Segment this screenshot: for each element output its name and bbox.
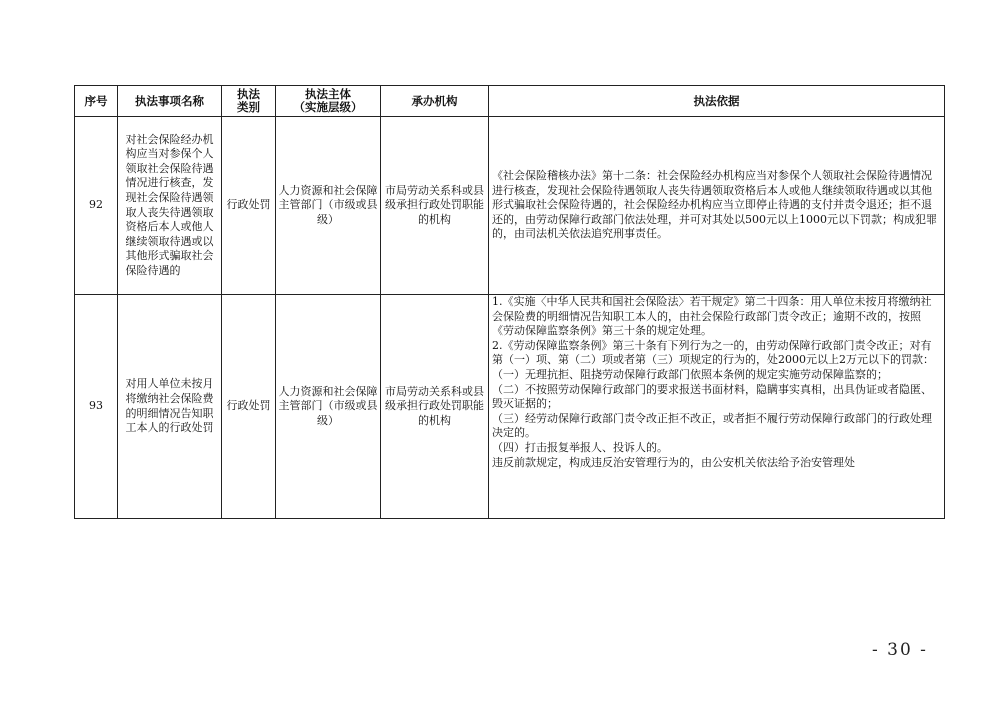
row-basis: [489, 295, 945, 519]
table-row: [75, 295, 945, 519]
page-number: - 30 -: [872, 640, 928, 660]
row-no: 92: [75, 117, 118, 295]
row-item-name-text: 对用人单位未按月将缴纳社会保险费的明细情况告知职工本人的行政处罚: [125, 377, 214, 435]
header-no: 序号: [75, 86, 118, 117]
table-header-row: [75, 86, 945, 117]
header-subject: [276, 86, 381, 117]
header-category: [222, 86, 276, 117]
header-subject-line1: 执法主体: [305, 87, 351, 101]
header-item-name: 执法事项名称: [118, 86, 222, 117]
table-row: [75, 117, 945, 295]
row-agency: 市局劳动关系科或县级承担行政处罚职能的机构: [381, 117, 489, 295]
row-category: 行政处罚: [222, 295, 276, 519]
row-agency: 市局劳动关系科或县级承担行政处罚职能的机构: [381, 295, 489, 519]
row-category: 行政处罚: [222, 117, 276, 295]
basis-paragraph: （一）无理抗拒、阻挠劳动保障行政部门依照本条例的规定实施劳动保障监察的；: [492, 367, 888, 381]
row-item-name: [118, 117, 222, 295]
row-basis: [489, 117, 945, 295]
header-category-line2: 类别: [237, 100, 260, 114]
row-no: 93: [75, 295, 118, 519]
enforcement-table: [74, 85, 945, 519]
basis-paragraph: （三）经劳动保障行政部门责令改正拒不改正，或者拒不履行劳动保障行政部门的行政处理决定的。: [492, 411, 932, 440]
header-category-line1: 执法: [237, 87, 260, 101]
row-subject: 人力资源和社会保障主管部门（市级或县级）: [276, 117, 381, 295]
basis-paragraph: 1.《实施〈中华人民共和国社会保险法〉若干规定》第二十四条：用人单位未按月将缴纳社会保险费的明细情况告知职工本人的，由社会保险行政部门责令改正；逾期不改的，按照《劳动保障监察条例》第三十条的规定处理。: [492, 295, 932, 338]
header-subject-line2: （实施层级）: [293, 100, 363, 114]
row-item-name-text: 对社会保险经办机构应当对参保个人领取社会保险待遇情况进行核查，发现社会保险待遇领取人丧失待遇领取资格后本人或他人继续领取待遇或以其他形式骗取社会保险待遇的: [125, 132, 214, 277]
row-subject: 人力资源和社会保障主管部门（市级或县级）: [276, 295, 381, 519]
basis-paragraph: （二）不按照劳动保障行政部门的要求报送书面材料，隐瞒事实真相，出具伪证或者隐匿、毁灭证据的；: [492, 382, 932, 411]
row-item-name: [118, 295, 222, 519]
header-basis: 执法依据: [489, 86, 945, 117]
basis-paragraph: 2.《劳动保障监察条例》第三十条有下列行为之一的，由劳动保障行政部门责令改正；对有第（一）项、第（二）项或者第（三）项规定的行为的，处2000元以上2万元以下的罚款：: [492, 338, 934, 367]
basis-paragraph: （四）打击报复举报人、投诉人的。: [492, 440, 668, 454]
basis-paragraph: 《社会保险稽核办法》第十二条：社会保险经办机构应当对参保个人领取社会保险待遇情况进行核查，发现社会保险待遇领取人丧失待遇领取资格后本人或他人继续领取待遇或以其他形式骗取社会保险待遇的，社会保险经办机构应当立即停止待遇的支付并责令退还；拒不退还的，由劳动保障行政部门依法处理，并可对其处以500元以上1000元以下罚款；构成犯罪的，由司法机关依法追究刑事责任。: [492, 169, 937, 241]
basis-paragraph: 违反前款规定，构成违反治安管理行为的，由公安机关依法给予治安管理处: [492, 455, 855, 469]
header-agency: 承办机构: [381, 86, 489, 117]
